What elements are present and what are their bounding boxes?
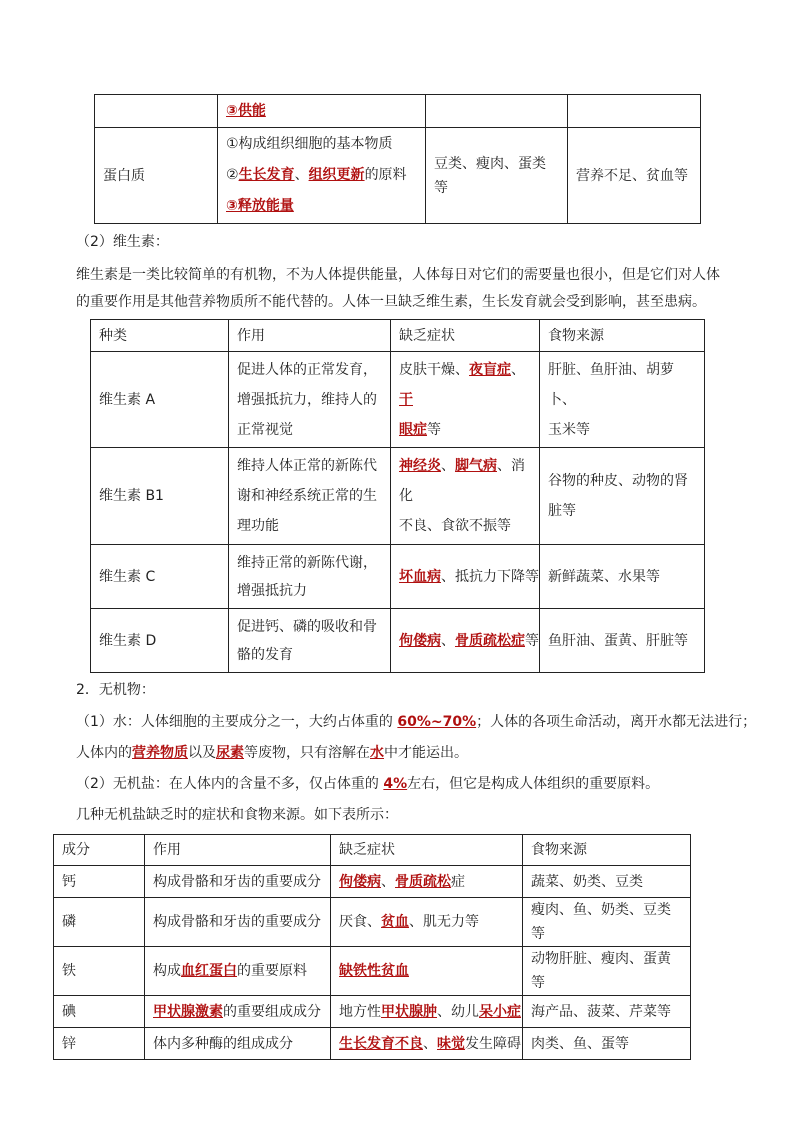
table-cell: 铁: [54, 947, 145, 996]
highlight-text: 骨质疏松症: [455, 632, 525, 649]
highlight-text: 血红蛋白: [181, 963, 237, 979]
column-header: 缺乏症状: [331, 835, 523, 866]
column-header: 食物来源: [523, 835, 691, 866]
text: 、: [441, 632, 455, 649]
table-header-row: [91, 320, 705, 352]
column-header: 缺乏症状: [391, 320, 540, 352]
column-header: 作用: [145, 835, 331, 866]
table-cell: 豆类、瘦肉、蛋类等: [426, 128, 568, 224]
text: 皮肤干燥、: [399, 361, 469, 378]
paragraph-line: 几种无机盐缺乏时的症状和食物来源。如下表所示：: [76, 807, 398, 823]
text: 、: [423, 1035, 437, 1052]
table-cell: [229, 448, 391, 545]
highlight-text: 神经炎: [399, 458, 441, 474]
text: 地方性: [339, 1003, 381, 1020]
table-cell: [331, 898, 523, 947]
cell-line: 维持正常的新陈代谢，: [237, 554, 377, 571]
highlight-text: 佝偻病: [339, 873, 381, 890]
cell-line: [399, 355, 531, 415]
paragraph-line: 的重要作用是其他营养物质所不能代替的。人体一旦缺乏维生素，生长发育就会受到影响，甚至患病。: [76, 294, 706, 310]
column-header: 成分: [54, 835, 145, 866]
column-header: 种类: [91, 320, 229, 352]
cell-line: 促进人体的正常发育，: [237, 361, 377, 378]
paragraph-line: 维生素是一类比较简单的有机物，不为人体提供能量，人体每日对它们的需要量也很小，但是它们对人体: [76, 267, 720, 283]
text: 、: [294, 167, 309, 183]
text: 等: [427, 421, 441, 438]
table-row: [54, 898, 691, 947]
table-cell: [218, 128, 426, 224]
highlight-text: 水: [370, 745, 384, 761]
table-cell: 新鲜蔬菜、水果等: [540, 545, 705, 609]
text: 、: [441, 458, 455, 474]
table-cell: 海产品、菠菜、芹菜等: [523, 996, 691, 1028]
text: 、: [511, 361, 525, 378]
table-cell: [391, 609, 540, 673]
table-cell: 钙: [54, 866, 145, 898]
highlight-text: 生长发育不良: [339, 1035, 423, 1052]
highlight-text: 贫血: [381, 914, 409, 930]
highlight-text: 60%~70%: [397, 714, 477, 730]
table-cell: 维生素 B1: [91, 448, 229, 545]
cell-line: [226, 160, 417, 191]
highlight-text: 坏血病: [399, 568, 441, 585]
highlight-text: 甲状腺激素: [153, 1003, 223, 1020]
text: 的重要组成成分: [223, 1003, 321, 1020]
table-cell: 维生素 A: [91, 352, 229, 448]
text: 、抵抗力下降等: [441, 568, 539, 585]
cell-line: 玉米等: [548, 421, 590, 438]
table-row: [54, 1028, 691, 1060]
text: 人体内的: [76, 745, 132, 761]
text: 、消化: [399, 458, 525, 504]
table-cell: [331, 996, 523, 1028]
table-header-row: [54, 835, 691, 866]
table-cell: 构成骨骼和牙齿的重要成分: [145, 898, 331, 947]
highlight-text: 营养物质: [132, 745, 188, 761]
paragraph-line: [76, 772, 659, 796]
highlight-text: 眼症: [399, 421, 427, 438]
table-row: [91, 448, 705, 545]
table-row: [54, 947, 691, 996]
text: 、幼儿: [437, 1003, 479, 1020]
cell-line: 不良、食欲不振等: [399, 518, 511, 534]
table-cell: [426, 95, 568, 128]
table-cell: [540, 448, 705, 545]
text: ②: [226, 167, 239, 183]
column-header: 食物来源: [540, 320, 705, 352]
table-cell: 肉类、鱼、蛋等: [523, 1028, 691, 1060]
table-row: [54, 866, 691, 898]
table-cell: 动物肝脏、瘦肉、蛋黄等: [523, 947, 691, 996]
cell-line: ①构成组织细胞的基本物质: [226, 136, 393, 152]
table-cell: [229, 609, 391, 673]
table-cell: [95, 95, 218, 128]
highlight-text: 呆小症: [479, 1003, 521, 1020]
table-cell: 蛋白质: [95, 128, 218, 224]
table-cell: [391, 352, 540, 448]
text: ；人体的各项生命活动，离开水都无法进行；: [476, 714, 757, 730]
cell-line: [399, 415, 531, 445]
table-cell: 构成骨骼和牙齿的重要成分: [145, 866, 331, 898]
highlight-text: 味觉: [437, 1035, 465, 1052]
table-cell: 维生素 C: [91, 545, 229, 609]
text: 等: [525, 632, 539, 649]
text: 以及: [188, 745, 216, 761]
cell-line: [226, 191, 417, 222]
cell-line: 脏等: [548, 503, 576, 519]
table-cell: 磷: [54, 898, 145, 947]
text: 构成: [153, 963, 181, 979]
text: 的原料: [364, 167, 407, 183]
table-cell: [540, 352, 705, 448]
cell-line: 理功能: [237, 518, 279, 534]
text: 左右，但它是构成人体组织的重要原料。: [407, 776, 660, 792]
table-cell: [331, 947, 523, 996]
table-cell: 营养不足、贫血等: [568, 128, 701, 224]
table-cell: [145, 947, 331, 996]
table-row: [91, 609, 705, 673]
table-cell: 体内多种酶的组成成分: [145, 1028, 331, 1060]
highlight-text: ③供能: [226, 103, 266, 119]
highlight-text: 甲状腺肿: [381, 1003, 437, 1020]
cell-line: 增强抵抗力，维持人的: [237, 391, 377, 408]
paragraph-line: [76, 710, 756, 734]
table-row: [54, 996, 691, 1028]
text: （2）无机盐：在人体内的含量不多，仅占体重的: [76, 776, 384, 792]
section-heading: 2．无机物：: [76, 682, 155, 698]
cell-line: 谢和神经系统正常的生: [237, 488, 377, 504]
text: 症: [451, 873, 465, 890]
table-cell: 瘦肉、鱼、奶类、豆类等: [523, 898, 691, 947]
column-header: 作用: [229, 320, 391, 352]
table-cell: 碘: [54, 996, 145, 1028]
text: 厌食、: [339, 914, 381, 930]
table-cell: [229, 545, 391, 609]
vitamin-table: [90, 319, 705, 673]
highlight-text: 骨质疏松: [395, 873, 451, 890]
table-row: [95, 95, 701, 128]
cell-line: [399, 451, 531, 511]
text: 、: [381, 873, 395, 890]
paragraph-line: [76, 741, 468, 765]
table-cell: [331, 1028, 523, 1060]
highlight-text: ③释放能量: [226, 198, 294, 214]
cell-line: 肝脏、鱼肝油、胡萝卜、: [548, 361, 674, 408]
cell-line: 促进钙、磷的吸收和骨: [237, 618, 377, 635]
text: 、肌无力等: [409, 914, 479, 930]
nutrient-table: [94, 94, 701, 224]
highlight-text: 组织更新: [308, 167, 365, 183]
table-cell: 维生素 D: [91, 609, 229, 673]
highlight-text: 干: [399, 391, 413, 408]
highlight-text: 脚气病: [455, 458, 497, 474]
cell-line: 骼的发育: [237, 646, 293, 663]
table-cell: [145, 996, 331, 1028]
table-cell: [568, 95, 701, 128]
cell-line: 维持人体正常的新陈代: [237, 458, 377, 474]
table-cell: [331, 866, 523, 898]
table-cell: 鱼肝油、蛋黄、肝脏等: [540, 609, 705, 673]
highlight-text: 生长发育: [238, 167, 295, 183]
table-cell: 蔬菜、奶类、豆类: [523, 866, 691, 898]
highlight-text: 尿素: [216, 745, 244, 761]
table-row: [95, 128, 701, 224]
table-row: [91, 545, 705, 609]
text: 等废物，只有溶解在: [244, 745, 370, 761]
table-row: [91, 352, 705, 448]
highlight-text: 缺铁性贫血: [339, 963, 409, 979]
cell-line: 谷物的种皮、动物的肾: [548, 473, 688, 489]
mineral-table: [53, 834, 691, 1060]
table-cell: [218, 95, 426, 128]
table-cell: [391, 545, 540, 609]
cell-line: 正常视觉: [237, 421, 293, 438]
highlight-text: 佝偻病: [399, 632, 441, 649]
cell-line: 增强抵抗力: [237, 582, 307, 599]
table-cell: [229, 352, 391, 448]
text: 的重要原料: [237, 963, 307, 979]
text: （1）水：人体细胞的主要成分之一，大约占体重的: [76, 714, 398, 730]
section-heading: （2）维生素：: [76, 234, 169, 250]
text: 发生障碍: [465, 1035, 521, 1052]
text: 中才能运出。: [384, 745, 468, 761]
table-cell: 锌: [54, 1028, 145, 1060]
table-cell: [391, 448, 540, 545]
highlight-text: 夜盲症: [469, 361, 511, 378]
highlight-text: 4%: [383, 776, 408, 792]
